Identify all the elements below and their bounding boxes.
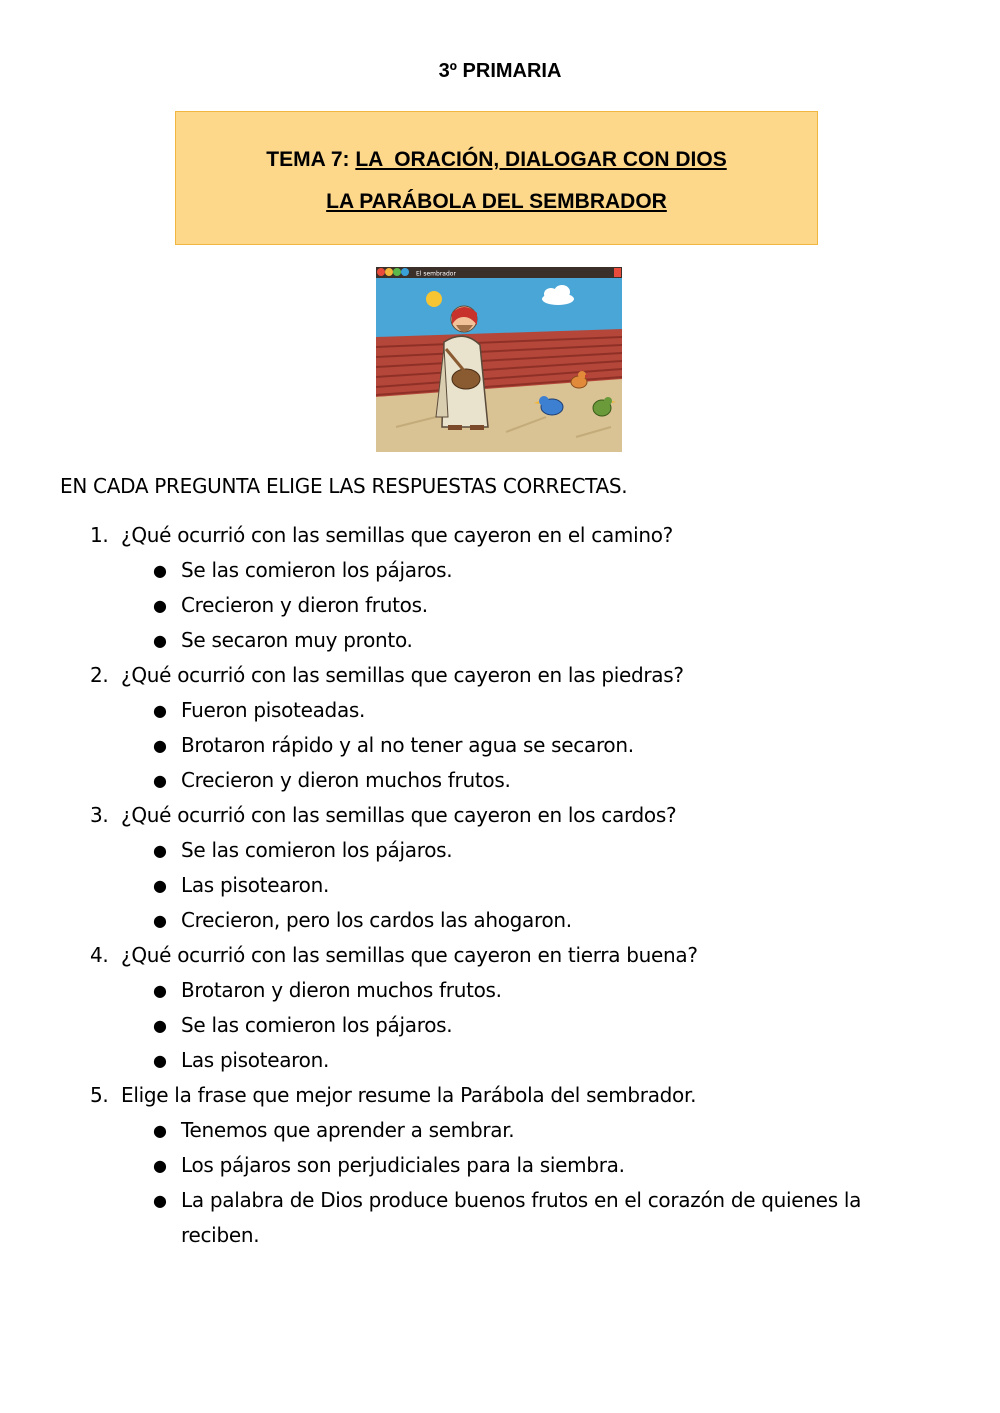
bullet-icon: ● (153, 876, 167, 895)
bullet-icon: ● (153, 911, 167, 930)
question-2 (0, 658, 1000, 798)
answer-option-text: La palabra de Dios produce buenos frutos en el corazón de quienes la reciben. (181, 1188, 862, 1247)
title-strip (376, 267, 622, 278)
bullet-icon: ● (153, 1051, 167, 1070)
decor-dot (401, 268, 409, 276)
parable-subtitle: LA PARÁBOLA DEL SEMBRADOR (326, 190, 667, 213)
answer-option[interactable] (0, 623, 1000, 658)
question-line (0, 658, 1000, 693)
question-text: Elige la frase que mejor resume la Parábola del sembrador. (121, 1083, 697, 1107)
grade-heading: 3º PRIMARIA (438, 60, 562, 82)
answer-option[interactable] (0, 1183, 1000, 1253)
answer-option[interactable] (0, 1043, 1000, 1078)
answer-option[interactable] (0, 763, 1000, 798)
decor-dot (377, 268, 385, 276)
answer-option[interactable] (0, 693, 1000, 728)
bullet-icon: ● (153, 771, 167, 790)
answer-option[interactable] (0, 1008, 1000, 1043)
sower-illustration (376, 267, 622, 452)
theme-label: TEMA 7: (266, 148, 350, 171)
question-text: ¿Qué ocurrió con las semillas que cayeron en el camino? (121, 523, 673, 547)
answer-option-text: Fueron pisoteadas. (181, 698, 366, 722)
answer-option-text: Se las comieron los pájaros. (181, 1013, 453, 1037)
question-1 (0, 518, 1000, 658)
cloud-puff (554, 285, 570, 299)
illustration-caption: El sembrador (416, 270, 456, 278)
question-list (0, 518, 1000, 1253)
question-line (0, 518, 1000, 553)
bullet-icon: ● (153, 841, 167, 860)
bullet-icon: ● (153, 1016, 167, 1035)
question-text: ¿Qué ocurrió con las semillas que cayeron en los cardos? (121, 803, 677, 827)
answer-option-text: Tenemos que aprender a sembrar. (181, 1118, 515, 1142)
answer-option-text: Las pisotearon. (181, 1048, 330, 1072)
bullet-icon: ● (153, 701, 167, 720)
question-number: 4. (90, 943, 109, 967)
bullet-icon: ● (153, 736, 167, 755)
question-text: ¿Qué ocurrió con las semillas que cayeron en las piedras? (121, 663, 684, 687)
answer-option[interactable] (0, 553, 1000, 588)
question-line (0, 1078, 1000, 1113)
question-text: ¿Qué ocurrió con las semillas que cayeron en tierra buena? (121, 943, 698, 967)
answer-option[interactable] (0, 833, 1000, 868)
answer-option[interactable] (0, 868, 1000, 903)
answer-option-text: Crecieron y dieron frutos. (181, 593, 428, 617)
answer-option-text: Los pájaros son perjudiciales para la siembra. (181, 1153, 625, 1177)
answer-option[interactable] (0, 973, 1000, 1008)
corner-tab (614, 268, 621, 277)
answer-option-text: Brotaron y dieron muchos frutos. (181, 978, 502, 1002)
answer-option[interactable] (0, 728, 1000, 763)
answer-option[interactable] (0, 1148, 1000, 1183)
decor-dot (385, 268, 393, 276)
answer-option-text: Se las comieron los pájaros. (181, 558, 453, 582)
subtitle-line (176, 190, 817, 214)
theme-title-line (176, 148, 817, 172)
question-4 (0, 938, 1000, 1078)
question-number: 3. (90, 803, 109, 827)
decor-dot (393, 268, 401, 276)
bullet-icon: ● (153, 981, 167, 1000)
question-number: 2. (90, 663, 109, 687)
answer-option[interactable] (0, 1113, 1000, 1148)
theme-title: LA ORACIÓN, DIALOGAR CON DIOS (355, 148, 727, 171)
answer-option-text: Las pisotearon. (181, 873, 330, 897)
bullet-icon: ● (153, 631, 167, 650)
answer-option[interactable] (0, 903, 1000, 938)
answer-option-text: Crecieron y dieron muchos frutos. (181, 768, 511, 792)
question-number: 1. (90, 523, 109, 547)
sun (426, 291, 442, 307)
bullet-icon: ● (153, 1156, 167, 1175)
question-5 (0, 1078, 1000, 1253)
answer-option-text: Brotaron rápido y al no tener agua se secaron. (181, 733, 634, 757)
bullet-icon: ● (153, 1121, 167, 1140)
answer-option-text: Crecieron, pero los cardos las ahogaron. (181, 908, 572, 932)
question-line (0, 938, 1000, 973)
answer-option-text: Se las comieron los pájaros. (181, 838, 453, 862)
question-number: 5. (90, 1083, 109, 1107)
bullet-icon: ● (153, 596, 167, 615)
answer-option[interactable] (0, 588, 1000, 623)
instruction-text: EN CADA PREGUNTA ELIGE LAS RESPUESTAS CORRECTAS. (60, 474, 628, 498)
question-line (0, 798, 1000, 833)
question-3 (0, 798, 1000, 938)
title-box (175, 111, 818, 245)
answer-option-text: Se secaron muy pronto. (181, 628, 413, 652)
bullet-icon: ● (153, 561, 167, 580)
bullet-icon: ● (153, 1191, 167, 1210)
